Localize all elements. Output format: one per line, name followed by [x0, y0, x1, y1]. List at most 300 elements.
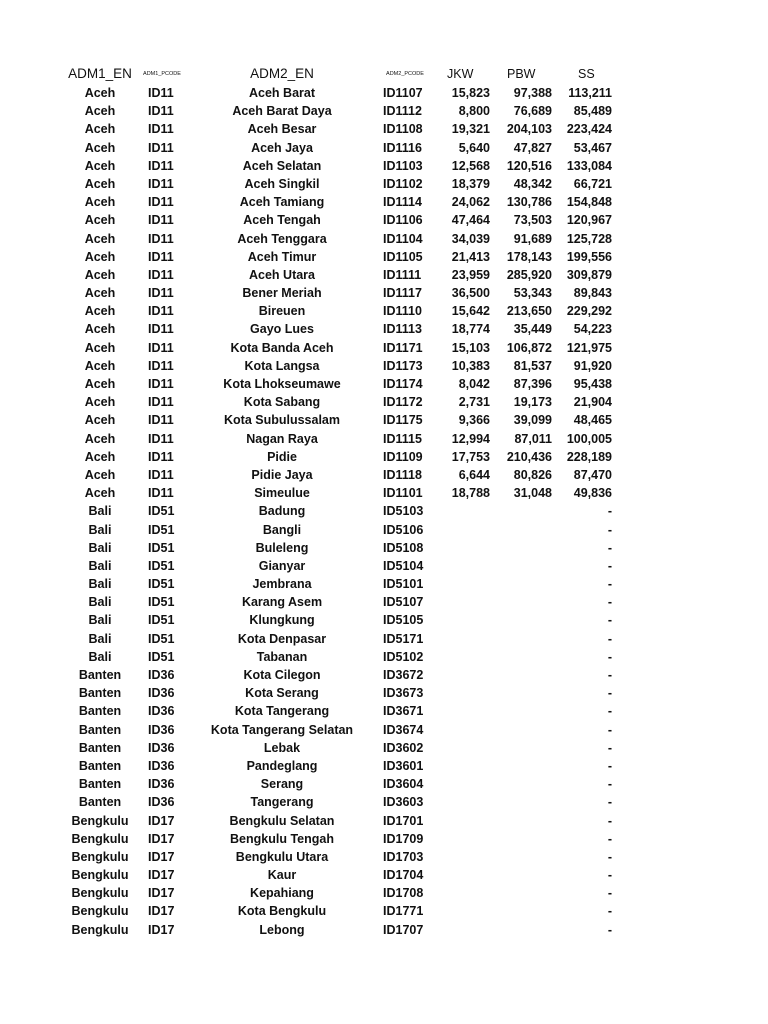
table-row [0, 375, 768, 393]
table-row [0, 557, 768, 575]
cell-ss: 21,904 [573, 395, 612, 410]
table-row [0, 230, 768, 248]
cell-ss: 309,879 [566, 267, 612, 282]
table-row [0, 266, 768, 284]
cell-jkw: 36,500 [451, 286, 490, 301]
cell-adm1-en: Aceh [84, 267, 116, 282]
cell-adm2-en: Kepahiang [250, 886, 314, 901]
cell-adm1-pcode: ID11 [148, 449, 174, 464]
cell-jkw: 18,774 [451, 322, 490, 337]
cell-adm2-pcode: ID1113 [383, 322, 422, 337]
cell-jkw: 9,366 [458, 413, 490, 428]
cell-ss: 100,005 [566, 431, 612, 446]
table-row [0, 157, 768, 175]
header-ss: SS [578, 67, 595, 81]
cell-adm1-en: Bengkulu [71, 886, 129, 901]
table-row [0, 448, 768, 466]
cell-adm2-pcode: ID5108 [383, 540, 424, 555]
cell-adm2-pcode: ID5103 [383, 504, 424, 519]
cell-ss: - [607, 813, 612, 828]
cell-pbw: 97,388 [513, 86, 552, 100]
cell-adm1-pcode: ID17 [148, 813, 175, 828]
cell-pbw: 120,516 [506, 158, 552, 173]
cell-ss: 66,721 [573, 176, 612, 191]
cell-jkw: 15,823 [451, 86, 490, 100]
cell-jkw: 21,413 [451, 249, 490, 264]
cell-adm1-pcode: ID11 [148, 395, 174, 410]
cell-pbw: 204,103 [506, 122, 552, 137]
table-row [0, 120, 768, 138]
cell-jkw: 23,959 [451, 267, 490, 282]
cell-adm2-en: Aceh Tengah [243, 213, 321, 228]
table-row [0, 739, 768, 757]
cell-adm2-en: Aceh Barat [249, 86, 315, 100]
cell-adm1-pcode: ID36 [148, 795, 175, 810]
cell-pbw: 73,503 [513, 213, 552, 228]
cell-jkw: 18,788 [451, 486, 490, 501]
cell-ss: - [607, 758, 612, 773]
cell-adm1-pcode: ID11 [148, 158, 174, 173]
cell-adm2-pcode: ID1708 [383, 886, 424, 901]
cell-ss: 85,489 [573, 104, 612, 119]
cell-adm2-en: Klungkung [249, 613, 315, 628]
cell-jkw: 15,642 [451, 304, 490, 319]
cell-adm2-en: Badung [258, 504, 306, 519]
cell-ss: 54,223 [573, 322, 612, 337]
cell-ss: - [607, 831, 612, 846]
cell-adm1-pcode: ID51 [148, 577, 175, 592]
cell-adm2-en: Bireuen [258, 304, 306, 319]
cell-adm2-en: Kaur [267, 868, 297, 883]
cell-adm2-en: Aceh Tenggara [237, 231, 327, 246]
cell-adm1-pcode: ID11 [148, 377, 174, 391]
cell-adm2-pcode: ID1103 [383, 158, 423, 173]
cell-pbw: 210,436 [506, 449, 552, 464]
cell-pbw: 35,449 [513, 322, 552, 337]
cell-adm2-pcode: ID1107 [383, 86, 423, 100]
cell-adm2-pcode: ID1116 [383, 140, 422, 155]
cell-adm2-pcode: ID5171 [383, 631, 424, 646]
cell-ss: 125,728 [566, 231, 612, 246]
cell-jkw: 12,568 [451, 158, 490, 173]
table-row [0, 466, 768, 484]
table-row [0, 775, 768, 793]
table-row [0, 139, 768, 157]
table-row [0, 757, 768, 775]
cell-pbw: 39,099 [513, 413, 552, 428]
cell-adm2-pcode: ID1173 [383, 358, 423, 373]
cell-adm1-pcode: ID51 [148, 558, 175, 573]
cell-adm2-pcode: ID1104 [383, 231, 423, 246]
cell-adm1-pcode: ID11 [148, 176, 174, 191]
cell-adm1-en: Aceh [84, 286, 116, 301]
cell-adm1-en: Aceh [84, 322, 116, 337]
cell-ss: - [607, 904, 612, 919]
cell-ss: - [607, 668, 612, 682]
cell-adm1-en: Bengkulu [71, 868, 129, 883]
cell-adm2-pcode: ID1112 [383, 104, 422, 119]
cell-adm2-en: Lebak [263, 740, 301, 755]
cell-ss: - [607, 540, 612, 555]
cell-adm1-pcode: ID36 [148, 758, 175, 773]
cell-adm2-en: Tangerang [250, 795, 314, 810]
cell-adm2-en: Aceh Singkil [244, 176, 320, 191]
cell-ss: 49,836 [573, 486, 612, 501]
cell-adm1-en: Bengkulu [71, 813, 129, 828]
table-row [0, 211, 768, 229]
cell-jkw: 47,464 [451, 213, 490, 228]
cell-adm2-pcode: ID1102 [383, 176, 423, 191]
cell-pbw: 106,872 [506, 340, 552, 355]
cell-adm1-en: Bali [88, 540, 112, 555]
cell-adm1-en: Banten [78, 668, 122, 682]
cell-adm2-en: Kota Subulussalam [224, 413, 340, 428]
cell-pbw: 47,827 [513, 140, 552, 155]
cell-pbw: 285,920 [506, 267, 552, 282]
cell-ss: - [607, 849, 612, 864]
cell-adm2-en: Pidie [267, 449, 297, 464]
cell-adm1-en: Banten [78, 704, 122, 719]
cell-jkw: 18,379 [451, 176, 490, 191]
cell-adm1-pcode: ID51 [148, 522, 175, 537]
cell-adm2-en: Aceh Tamiang [239, 195, 325, 210]
cell-adm1-en: Bengkulu [71, 922, 129, 937]
cell-adm2-pcode: ID1105 [383, 249, 423, 264]
cell-adm2-en: Bengkulu Tengah [230, 831, 334, 846]
cell-adm1-pcode: ID51 [148, 613, 175, 628]
cell-pbw: 87,396 [513, 377, 552, 391]
cell-adm2-pcode: ID1703 [383, 849, 424, 864]
cell-adm2-pcode: ID5105 [383, 613, 424, 628]
cell-adm2-en: Kota Cilegon [243, 668, 321, 682]
cell-adm1-en: Aceh [84, 195, 116, 210]
table-row [0, 684, 768, 702]
cell-ss: 229,292 [566, 304, 612, 319]
table-row [0, 302, 768, 320]
cell-adm1-pcode: ID11 [148, 467, 174, 482]
cell-adm1-pcode: ID36 [148, 722, 175, 737]
cell-jkw: 6,644 [458, 467, 490, 482]
table-row [0, 866, 768, 884]
cell-adm1-pcode: ID17 [148, 849, 175, 864]
cell-adm2-pcode: ID5101 [383, 577, 424, 592]
cell-adm1-pcode: ID51 [148, 649, 175, 664]
cell-adm1-en: Bali [88, 577, 112, 592]
cell-adm1-en: Aceh [84, 213, 116, 228]
cell-jkw: 34,039 [451, 231, 490, 246]
cell-adm1-pcode: ID11 [148, 104, 174, 119]
cell-ss: 113,211 [568, 86, 612, 100]
cell-adm2-en: Kota Bengkulu [237, 904, 327, 919]
cell-adm1-pcode: ID11 [148, 213, 174, 228]
cell-adm2-pcode: ID5104 [383, 558, 424, 573]
table-row [0, 921, 768, 939]
cell-ss: 120,967 [566, 213, 612, 228]
cell-adm1-en: Aceh [84, 449, 116, 464]
cell-jkw: 12,994 [451, 431, 490, 446]
table-row [0, 411, 768, 429]
cell-ss: - [607, 577, 612, 592]
table-row [0, 193, 768, 211]
cell-adm2-en: Aceh Barat Daya [232, 104, 332, 119]
cell-ss: - [607, 613, 612, 628]
cell-adm1-en: Banten [78, 777, 122, 792]
cell-adm1-pcode: ID11 [148, 486, 174, 501]
cell-adm1-pcode: ID17 [148, 831, 175, 846]
table-row [0, 648, 768, 666]
cell-ss: - [607, 595, 612, 610]
cell-adm1-en: Aceh [84, 467, 116, 482]
cell-adm2-en: Aceh Timur [247, 249, 317, 264]
cell-jkw: 24,062 [451, 195, 490, 210]
table-row [0, 357, 768, 375]
cell-adm2-pcode: ID1701 [383, 813, 424, 828]
cell-adm2-pcode: ID1709 [383, 831, 424, 846]
cell-adm2-pcode: ID1118 [383, 467, 422, 482]
table-row [0, 630, 768, 648]
cell-jkw: 17,753 [451, 449, 490, 464]
cell-adm2-en: Kota Denpasar [237, 631, 327, 646]
table-row [0, 430, 768, 448]
header-adm1-pcode: ADM1_PCODE [143, 71, 181, 77]
cell-adm2-en: Aceh Utara [249, 267, 315, 282]
cell-adm1-en: Aceh [84, 249, 116, 264]
cell-adm2-pcode: ID5106 [383, 522, 424, 537]
cell-adm1-en: Banten [78, 686, 122, 701]
cell-adm2-en: Kota Lhokseumawe [223, 377, 341, 391]
cell-adm1-pcode: ID11 [148, 86, 174, 100]
cell-adm1-pcode: ID36 [148, 704, 175, 719]
cell-adm2-pcode: ID5107 [383, 595, 424, 610]
table-row [0, 611, 768, 629]
table-row [0, 666, 768, 684]
cell-adm2-pcode: ID3671 [383, 704, 424, 719]
table-row [0, 320, 768, 338]
cell-ss: 87,470 [573, 467, 612, 482]
cell-adm2-en: Aceh Jaya [251, 140, 313, 155]
cell-adm1-pcode: ID11 [148, 340, 174, 355]
cell-adm1-en: Banten [78, 795, 122, 810]
cell-adm1-en: Bali [88, 504, 112, 519]
cell-adm2-en: Bangli [262, 522, 302, 537]
cell-jkw: 2,731 [458, 395, 490, 410]
cell-adm1-en: Aceh [84, 340, 116, 355]
cell-adm2-en: Kota Serang [245, 686, 319, 701]
cell-adm2-en: Serang [260, 777, 304, 792]
cell-pbw: 19,173 [513, 395, 552, 410]
cell-adm1-pcode: ID11 [148, 122, 174, 137]
cell-adm2-en: Kota Tangerang [234, 704, 330, 719]
cell-jkw: 19,321 [451, 122, 490, 137]
table-row [0, 248, 768, 266]
cell-adm1-en: Aceh [84, 176, 116, 191]
cell-adm2-en: Gayo Lues [250, 322, 314, 337]
cell-adm2-en: Nagan Raya [246, 431, 318, 446]
cell-jkw: 8,800 [458, 104, 490, 119]
header-adm2-en: ADM2_EN [250, 66, 314, 81]
cell-adm2-pcode: ID3602 [383, 740, 424, 755]
cell-adm2-en: Buleleng [255, 540, 309, 555]
cell-ss: 199,556 [566, 249, 612, 264]
cell-adm2-en: Pidie Jaya [251, 467, 313, 482]
header-adm2-pcode: ADM2_PCODE [386, 71, 424, 77]
spreadsheet [0, 64, 768, 939]
cell-ss: - [607, 795, 612, 810]
cell-adm2-en: Karang Asem [241, 595, 323, 610]
cell-ss: 48,465 [573, 413, 612, 428]
cell-ss: - [607, 868, 612, 883]
cell-adm1-en: Banten [78, 758, 122, 773]
cell-adm2-pcode: ID1707 [383, 922, 424, 937]
table-row [0, 702, 768, 720]
cell-jkw: 5,640 [458, 140, 490, 155]
cell-pbw: 81,537 [513, 358, 552, 373]
cell-adm1-en: Aceh [84, 231, 116, 246]
table-row [0, 393, 768, 411]
table-body [0, 84, 768, 939]
cell-adm2-en: Bener Meriah [242, 286, 322, 301]
cell-adm1-en: Aceh [84, 104, 116, 119]
cell-ss: 89,843 [573, 286, 612, 301]
cell-adm2-en: Bengkulu Selatan [229, 813, 335, 828]
cell-adm1-pcode: ID11 [148, 431, 174, 446]
cell-adm1-pcode: ID11 [148, 322, 174, 337]
cell-adm2-en: Simeulue [254, 486, 310, 501]
cell-ss: - [607, 886, 612, 901]
cell-adm1-en: Bali [88, 558, 112, 573]
cell-pbw: 87,011 [514, 431, 552, 446]
table-row [0, 502, 768, 520]
cell-ss: 53,467 [573, 140, 612, 155]
cell-adm1-pcode: ID11 [148, 195, 174, 210]
cell-adm2-en: Kota Tangerang Selatan [210, 722, 354, 737]
cell-adm1-pcode: ID11 [148, 304, 174, 319]
cell-pbw: 31,048 [513, 486, 552, 501]
table-row [0, 884, 768, 902]
cell-adm2-pcode: ID1171 [383, 340, 423, 355]
cell-adm1-pcode: ID51 [148, 595, 175, 610]
table-row [0, 284, 768, 302]
cell-adm1-pcode: ID11 [148, 358, 174, 373]
cell-adm2-pcode: ID1114 [383, 195, 422, 210]
cell-adm1-pcode: ID17 [148, 922, 175, 937]
cell-adm2-pcode: ID5102 [383, 649, 424, 664]
cell-adm1-en: Aceh [84, 413, 116, 428]
cell-adm2-pcode: ID1771 [383, 904, 424, 919]
cell-ss: 91,920 [573, 358, 612, 373]
cell-adm2-en: Aceh Besar [247, 122, 317, 137]
cell-ss: - [607, 922, 612, 937]
cell-adm2-en: Jembrana [252, 577, 312, 592]
table-row [0, 830, 768, 848]
cell-adm2-pcode: ID3603 [383, 795, 424, 810]
table-row [0, 339, 768, 357]
cell-adm1-pcode: ID51 [148, 631, 175, 646]
cell-adm2-en: Kota Langsa [244, 358, 320, 373]
cell-adm2-en: Lebong [259, 922, 305, 937]
cell-ss: 223,424 [566, 122, 612, 137]
cell-adm2-pcode: ID3672 [383, 668, 424, 682]
cell-adm1-pcode: ID36 [148, 668, 175, 682]
cell-pbw: 48,342 [513, 176, 552, 191]
cell-adm1-pcode: ID17 [148, 868, 175, 883]
cell-adm1-pcode: ID51 [148, 540, 175, 555]
header-adm1-en: ADM1_EN [68, 66, 132, 81]
cell-adm1-pcode: ID11 [148, 286, 174, 301]
cell-pbw: 80,826 [513, 467, 552, 482]
table-row [0, 102, 768, 120]
cell-adm1-pcode: ID11 [148, 413, 174, 428]
cell-ss: - [607, 631, 612, 646]
cell-jkw: 15,103 [451, 340, 490, 355]
cell-adm1-en: Bali [88, 649, 112, 664]
cell-ss: - [607, 740, 612, 755]
cell-adm1-en: Bengkulu [71, 904, 129, 919]
table-row [0, 175, 768, 193]
cell-adm2-en: Tabanan [256, 649, 308, 664]
cell-adm2-pcode: ID1108 [383, 122, 423, 137]
header-row [0, 64, 768, 84]
cell-adm2-pcode: ID3673 [383, 686, 424, 701]
cell-adm1-pcode: ID11 [148, 231, 174, 246]
cell-ss: 228,189 [566, 449, 612, 464]
cell-pbw: 213,650 [506, 304, 552, 319]
table-row [0, 812, 768, 830]
cell-adm1-en: Aceh [84, 358, 116, 373]
cell-adm2-pcode: ID1175 [383, 413, 423, 428]
cell-adm1-en: Bali [88, 522, 112, 537]
cell-pbw: 130,786 [506, 195, 552, 210]
cell-adm1-en: Aceh [84, 158, 116, 173]
cell-adm1-pcode: ID11 [148, 267, 174, 282]
header-jkw: JKW [447, 67, 474, 81]
cell-adm1-en: Bengkulu [71, 849, 129, 864]
cell-jkw: 10,383 [451, 358, 490, 373]
cell-adm1-en: Aceh [84, 431, 116, 446]
cell-jkw: 8,042 [458, 377, 490, 391]
cell-adm2-pcode: ID3601 [383, 758, 424, 773]
cell-pbw: 178,143 [506, 249, 552, 264]
cell-adm2-en: Kota Banda Aceh [230, 340, 334, 355]
cell-adm2-en: Bengkulu Utara [235, 849, 329, 864]
table-row [0, 593, 768, 611]
table-row [0, 793, 768, 811]
cell-adm1-pcode: ID17 [148, 904, 175, 919]
cell-ss: - [607, 649, 612, 664]
cell-adm2-en: Aceh Selatan [242, 158, 322, 173]
table-row [0, 84, 768, 102]
cell-adm2-pcode: ID3674 [383, 722, 424, 737]
cell-adm1-en: Banten [78, 740, 122, 755]
table-row [0, 721, 768, 739]
cell-adm2-pcode: ID1174 [383, 377, 423, 391]
cell-adm1-en: Bali [88, 613, 112, 628]
cell-ss: - [607, 777, 612, 792]
cell-adm2-pcode: ID1109 [383, 449, 423, 464]
table-row [0, 484, 768, 502]
cell-ss: - [607, 558, 612, 573]
cell-adm1-en: Aceh [84, 377, 116, 391]
header-pbw: PBW [507, 67, 536, 81]
cell-adm2-pcode: ID1117 [383, 286, 422, 301]
cell-adm1-pcode: ID11 [148, 249, 174, 264]
table-row [0, 521, 768, 539]
cell-adm1-pcode: ID17 [148, 886, 175, 901]
cell-ss: 133,084 [566, 158, 612, 173]
cell-adm2-pcode: ID1115 [383, 431, 422, 446]
cell-adm1-pcode: ID51 [148, 504, 175, 519]
cell-adm1-pcode: ID11 [148, 140, 174, 155]
